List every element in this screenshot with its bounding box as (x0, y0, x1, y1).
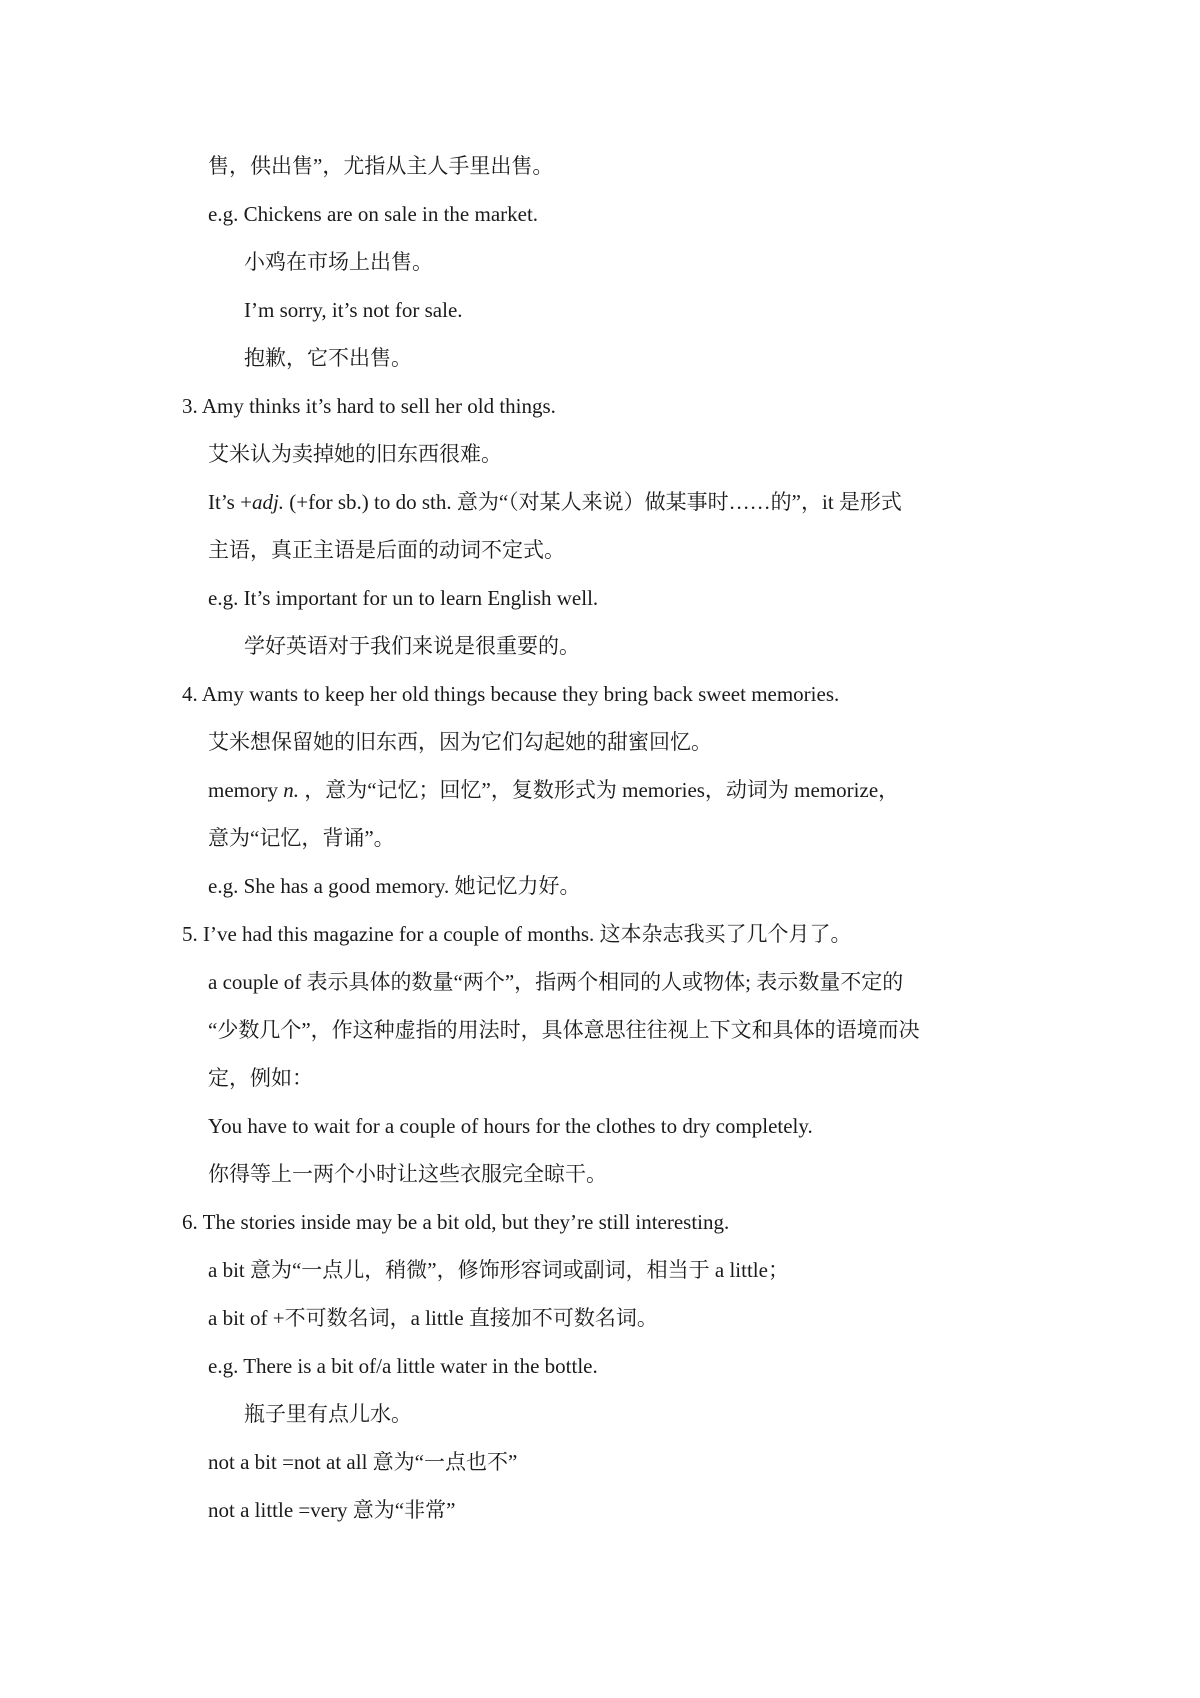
vocab-note: not a bit =not at all 意为“一点也不” (208, 1450, 518, 1474)
example-translation: 你得等上一两个小时让这些衣服完全晾干。 (208, 1162, 607, 1186)
item-heading-6: 6. The stories inside may be a bit old, but they’re still interesting. (182, 1210, 730, 1234)
grammar-note: “少数几个”，作这种虚指的用法时，具体意思往往视上下文和具体的语境而决 (208, 1018, 920, 1042)
item-heading-4: 4. Amy wants to keep her old things because they bring back sweet memories. (182, 682, 840, 706)
vocab-note: not a little =very 意为“非常” (208, 1498, 456, 1522)
vocab-note: 意为“记忆，背诵”。 (208, 826, 395, 850)
text-line: 售，供出售”，尤指从主人手里出售。 (208, 154, 554, 178)
example-translation: 小鸡在市场上出售。 (244, 250, 433, 274)
item-heading-5: 5. I’ve had this magazine for a couple of months. 这本杂志我买了几个月了。 (182, 922, 852, 946)
vocab-note (208, 776, 899, 804)
grammar-note: a couple of 表示具体的数量“两个”，指两个相同的人或物体; 表示数量不定的 (208, 970, 904, 994)
note-text: (+for sb.) to do sth. 意为“（对某人来说）做某事时……的”，it 是形式 (284, 490, 902, 514)
example-sentence: e.g. There is a bit of/a little water in the bottle. (208, 1354, 598, 1378)
example-translation: 瓶子里有点儿水。 (244, 1402, 412, 1426)
vocab-note: a bit 意为“一点儿，稍微”，修饰形容词或副词，相当于 a little； (208, 1258, 789, 1282)
vocab-note: a bit of +不可数名词，a little 直接加不可数名词。 (208, 1306, 658, 1330)
note-italic: n. (283, 778, 299, 802)
note-text: It’s + (208, 490, 252, 514)
example-translation: 学好英语对于我们来说是很重要的。 (244, 634, 580, 658)
grammar-note (208, 488, 902, 516)
example-sentence: e.g. She has a good memory. 她记忆力好。 (208, 874, 581, 898)
heading-translation: 艾米想保留她的旧东西，因为它们勾起她的甜蜜回忆。 (208, 730, 712, 754)
example-sentence: e.g. Chickens are on sale in the market. (208, 202, 539, 226)
heading-translation: 艾米认为卖掉她的旧东西很难。 (208, 442, 502, 466)
note-italic: adj. (251, 490, 285, 514)
item-heading-3: 3. Amy thinks it’s hard to sell her old things. (182, 394, 556, 418)
grammar-note: 定，例如： (208, 1066, 313, 1090)
grammar-note: 主语，真正主语是后面的动词不定式。 (208, 538, 565, 562)
note-text: ，意为“记忆；回忆”，复数形式为 memories，动词为 memorize， (298, 778, 900, 802)
note-text: memory (208, 778, 284, 802)
example-translation: 抱歉，它不出售。 (244, 346, 412, 370)
example-sentence: I’m sorry, it’s not for sale. (244, 298, 463, 322)
example-sentence: e.g. It’s important for un to learn English well. (208, 586, 599, 610)
example-sentence: You have to wait for a couple of hours for the clothes to dry completely. (208, 1114, 813, 1138)
